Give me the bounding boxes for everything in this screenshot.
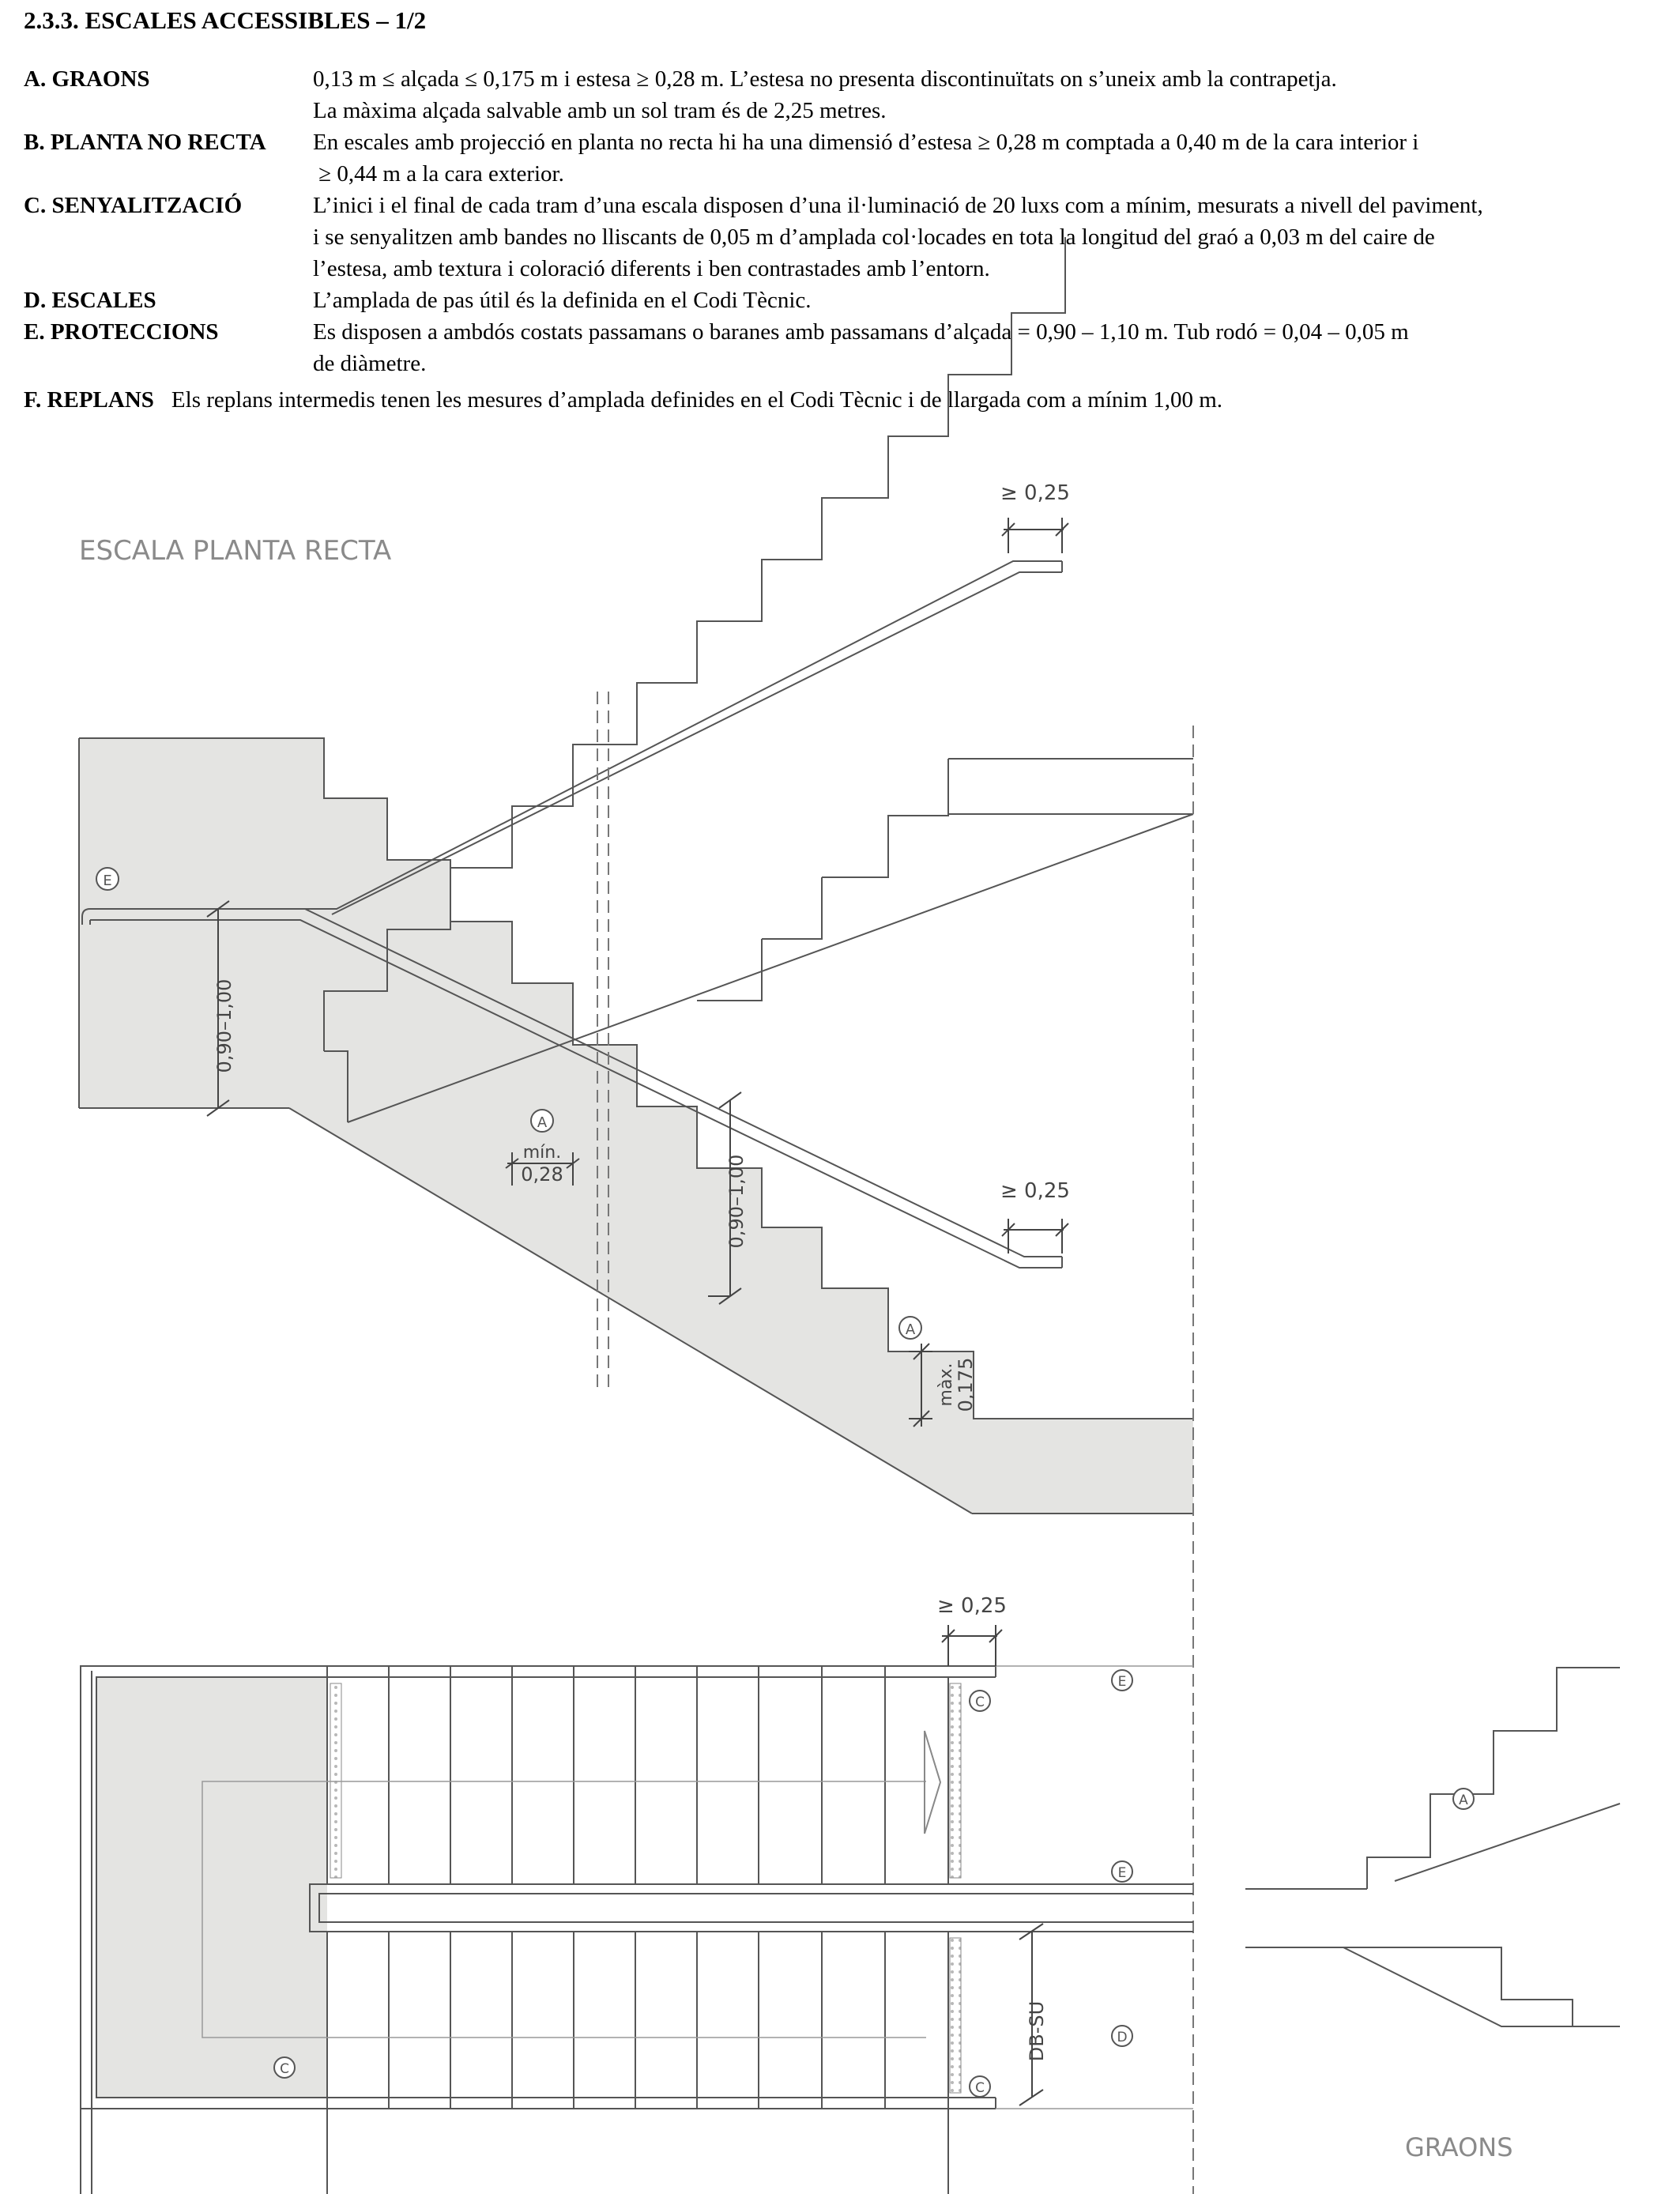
dimension-extension-top xyxy=(1002,518,1068,553)
svg-text:A: A xyxy=(905,1321,916,1338)
marker-a xyxy=(899,1317,921,1339)
marker-c xyxy=(274,2057,295,2078)
upper-flight-profile xyxy=(324,237,1065,1051)
requirement-line: La màxima alçada salvable amb un sol tram és de 2,25 metres. xyxy=(313,98,887,123)
tactile-strip xyxy=(950,1938,961,2093)
marker-e xyxy=(96,868,119,890)
stair-treads xyxy=(327,1666,885,2194)
dimension-label: ≥ 0,25 xyxy=(1000,481,1070,505)
requirement-line: ≥ 0,44 m a la cara exterior. xyxy=(313,161,564,187)
dimension-label: ≥ 0,25 xyxy=(937,1594,1007,1618)
dimension-value: 0,175 xyxy=(955,1357,977,1412)
marker-a xyxy=(1453,1789,1474,1809)
marker-e xyxy=(1112,1861,1132,1882)
requirement-line: L’amplada de pas útil és la definida en el Codi Tècnic. xyxy=(313,288,812,313)
svg-text:C: C xyxy=(975,2080,985,2096)
dimension-label: mín. xyxy=(522,1143,562,1163)
steps-detail xyxy=(1245,1668,1620,2026)
requirement-line: de diàmetre. xyxy=(313,351,427,376)
tactile-strip xyxy=(330,1683,341,1878)
plan-view xyxy=(81,1594,1193,2194)
requirement-label: B. PLANTA NO RECTA xyxy=(24,130,266,155)
svg-text:C: C xyxy=(280,2061,289,2077)
svg-text:A: A xyxy=(537,1114,548,1131)
marker-c xyxy=(970,1691,990,1711)
requirement-line: L’inici i el final de cada tram d’una escala disposen d’una il·luminació de 20 luxs com a mínim, mesurats a nivell del paviment, xyxy=(313,193,1483,218)
section-title: 2.3.3. ESCALES ACCESSIBLES – 1/2 xyxy=(24,6,427,34)
marker-c xyxy=(970,2076,990,2097)
svg-text:D: D xyxy=(1117,2030,1128,2045)
requirement-line: Els replans intermedis tenen les mesures d’amplada definides en el Codi Tècnic i de llargada com a mínim 1,00 m. xyxy=(171,387,1223,413)
requirement-line: i se senyalitzen amb bandes no lliscants de 0,05 m d’amplada col·locades en tota la longitud del graó a 0,03 m del caire de xyxy=(313,224,1435,250)
svg-text:A: A xyxy=(1459,1793,1468,1808)
dimension-label: DB-SU xyxy=(1026,2000,1048,2062)
requirement-label: F. REPLANS xyxy=(24,387,154,413)
detail-title: GRAONS xyxy=(1405,2132,1513,2162)
requirement-label: C. SENYALITZACIÓ xyxy=(24,193,243,218)
drawing-title: ESCALA PLANTA RECTA xyxy=(79,535,392,567)
direction-arrow-icon xyxy=(925,1731,940,1834)
marker-e xyxy=(1112,1670,1132,1691)
requirement-label: A. GRAONS xyxy=(24,66,150,92)
dimension-label: ≥ 0,25 xyxy=(1000,1179,1070,1203)
dimension-extension-plan xyxy=(942,1625,1002,1666)
svg-text:E: E xyxy=(103,873,112,889)
marker-d xyxy=(1112,2026,1132,2046)
requirement-label: E. PROTECCIONS xyxy=(24,319,219,345)
stair-well xyxy=(310,1677,1193,2194)
dimension-label: 0,90–1,00 xyxy=(213,978,235,1073)
svg-text:C: C xyxy=(975,1695,985,1710)
dimension-extension-bottom xyxy=(1002,1219,1068,1253)
dimension-label: 0,90–1,00 xyxy=(725,1154,748,1249)
requirement-line: l’estesa, amb textura i coloració diferents i ben contrastades amb l’entorn. xyxy=(313,256,990,281)
requirement-line: Es disposen a ambdós costats passamans o baranes amb passamans d’alçada = 0,90 – 1,10 m. Tub rodó = 0,04 – 0,05 m xyxy=(313,319,1409,345)
svg-text:E: E xyxy=(1117,1674,1127,1690)
marker-a xyxy=(531,1110,553,1132)
dimension-value: 0,28 xyxy=(521,1163,563,1186)
requirement-line: 0,13 m ≤ alçada ≤ 0,175 m i estesa ≥ 0,28 m. L’estesa no presenta discontinuïtats on s’uneix amb la contrapetja. xyxy=(313,66,1337,92)
svg-text:E: E xyxy=(1117,1865,1127,1881)
landing xyxy=(96,1677,327,2098)
requirement-line: En escales amb projecció en planta no recta hi ha una dimensió d’estesa ≥ 0,28 m comptada a 0,40 m de la cara interior i xyxy=(313,130,1419,155)
requirement-label: D. ESCALES xyxy=(24,288,156,313)
stair-slab xyxy=(79,738,1193,1514)
dimension-label: màx. xyxy=(936,1363,956,1407)
tactile-strip xyxy=(950,1683,961,1878)
